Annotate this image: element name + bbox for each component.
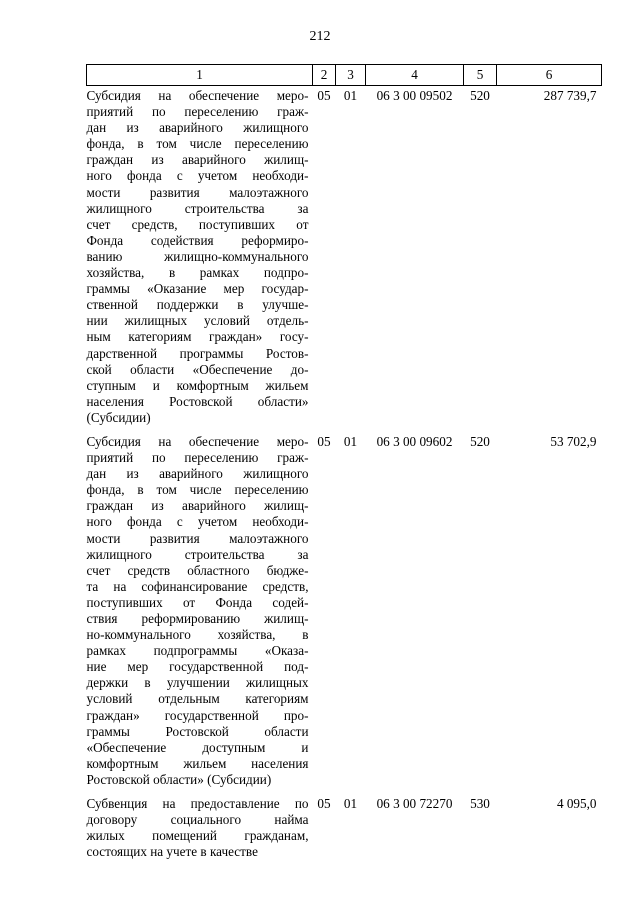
description-line: счет средств областного бюдже- [86,562,309,578]
description-line: граммы Ростовской области [86,723,309,739]
target-article-code: 06 3 00 72270 [376,796,453,812]
amount: 4 095,0 [556,796,597,812]
description-line: приятий по переселению граж- [86,450,309,466]
header-col-4: 4 [366,65,464,86]
description-line: жилищного строительства за [86,200,309,216]
description-line: ственной поддержки в улучше- [86,297,309,313]
description-line: дарственной программы Ростов- [86,345,309,361]
description-line: граждан» государственной про- [86,707,309,723]
expense-type-code: 530 [470,796,490,812]
description-line: состоящих на учете в качестве [86,844,258,860]
description-line: «Обеспечение доступным и [86,739,309,755]
section-code: 05 [317,433,331,449]
description-line: граммы «Оказание мер государ- [86,281,309,297]
description-line: фонда, в том числе переселению [86,482,309,498]
description-line: нии жилищных условий отдель- [86,313,309,329]
row-description [87,86,313,426]
table-row [87,432,602,788]
description-line: мости развития малоэтажного [86,530,309,546]
target-article-code: 06 3 00 09602 [376,433,453,449]
section-code: 05 [317,796,331,812]
subsection-code: 01 [343,433,358,449]
header-col-6: 6 [497,65,602,86]
description-line: держки в улучшении жилищных [86,675,309,691]
description-line: Ростовской области» (Субсидии) [86,771,272,787]
header-col-1: 1 [87,65,313,86]
table-row [87,86,602,426]
page-number: 212 [309,29,331,44]
description-line: Субсидия на обеспечение меро- [86,433,309,449]
target-article-code: 06 3 00 09502 [376,88,453,103]
header-col-5: 5 [464,65,497,86]
header-col-3: 3 [336,65,366,86]
description-line: ской области «Обеспечение до- [86,361,309,377]
description-line: ступным и комфортным жильем [86,377,309,393]
description-line: но-коммунального хозяйства, в [86,627,309,643]
description-line: дан из аварийного жилищного [86,120,309,136]
subsection-code: 01 [343,88,358,103]
amount: 53 702,9 [550,433,597,449]
description-line: условий отдельным категориям [86,691,309,707]
expense-type-code: 520 [470,433,490,449]
description-line: ствия реформированию жилищ- [86,611,309,626]
row-description [87,432,313,788]
description-line: мости развития малоэтажного [86,184,309,200]
description-line: ным категориям граждан» госу- [86,329,309,345]
description-line: ние мер государственной под- [86,659,309,675]
description-line: граждан из аварийного жилищ- [86,152,309,168]
description-line: фонда, в том числе переселению [86,136,309,152]
description-line: хозяйства, в рамках подпро- [86,265,309,281]
row-description [87,794,313,860]
description-line: та на софинансирование средств, [86,578,309,594]
description-line: ного фонда с учетом необходи- [86,514,309,530]
description-line: приятий по переселению граж- [86,104,309,120]
description-line: комфортным жильем населения [86,755,309,771]
description-line: населения Ростовской области» [86,393,309,409]
description-line: Субвенция на предоставление по [86,796,309,812]
subsection-code: 01 [343,796,358,812]
table-body [87,86,602,861]
amount: 287 739,7 [543,88,597,103]
description-line: (Субсидии) [86,409,151,425]
description-line: поступивших от Фонда содей- [86,594,309,610]
description-line: рамках подпрограммы «Оказа- [86,643,309,659]
description-line: ного фонда с учетом необходи- [86,168,309,184]
description-line: счет средств, поступивших от [86,216,309,232]
section-code: 05 [317,88,331,103]
header-row [87,65,602,86]
description-line: граждан из аварийного жилищ- [86,498,309,514]
description-line: жилых помещений гражданам, [86,828,309,844]
description-line: Фонда содействия реформиро- [86,232,309,248]
header-col-2: 2 [313,65,336,86]
budget-table [86,64,602,860]
description-line: договору социального найма [86,812,309,828]
description-line: жилищного строительства за [86,546,309,562]
table-row [87,794,602,860]
description-line: ванию жилищно-коммунального [86,248,309,264]
description-line: дан из аварийного жилищного [86,466,309,482]
description-line: Субсидия на обеспечение меро- [86,88,309,103]
expense-type-code: 520 [470,88,490,103]
